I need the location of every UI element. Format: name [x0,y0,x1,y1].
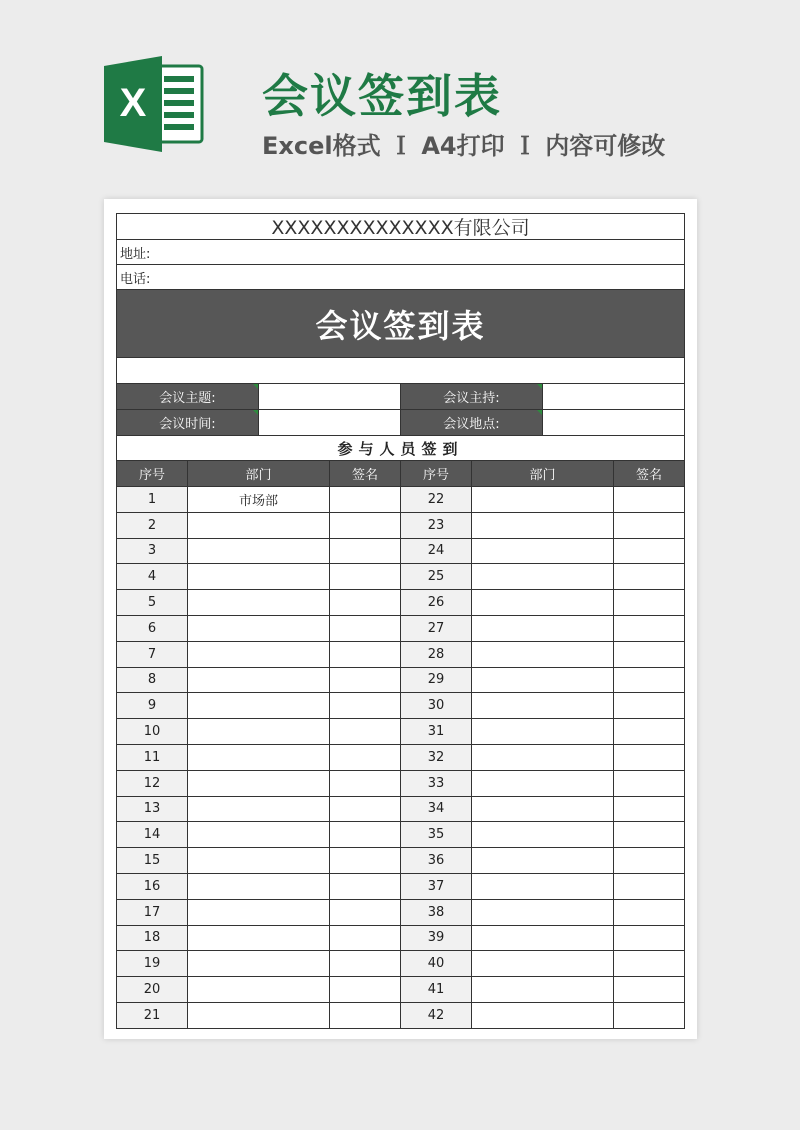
table-row [117,539,684,565]
right-dept-cell[interactable] [472,616,614,641]
left-no-cell: 8 [117,668,188,693]
left-no-cell: 13 [117,797,188,822]
left-no-cell: 2 [117,513,188,538]
right-no-cell: 34 [401,797,472,822]
table-row [117,822,684,848]
left-dept-cell[interactable] [188,951,330,976]
left-sign-cell[interactable] [330,771,401,796]
right-sign-cell[interactable] [614,771,684,796]
right-dept-cell[interactable] [472,487,614,512]
table-row [117,926,684,952]
right-no-cell: 27 [401,616,472,641]
left-dept-cell[interactable] [188,513,330,538]
col-header-no-right: 序号 [401,461,472,486]
right-sign-cell[interactable] [614,564,684,589]
left-sign-cell[interactable] [330,668,401,693]
left-dept-cell[interactable] [188,1003,330,1028]
left-sign-cell[interactable] [330,900,401,925]
right-no-cell: 39 [401,926,472,951]
right-sign-cell[interactable] [614,642,684,667]
left-sign-cell[interactable] [330,513,401,538]
topic-label: 会议主题: [117,384,259,409]
right-dept-cell[interactable] [472,822,614,847]
right-dept-cell[interactable] [472,1003,614,1028]
table-row [117,977,684,1003]
left-sign-cell[interactable] [330,719,401,744]
table-row [117,848,684,874]
right-dept-cell[interactable] [472,900,614,925]
right-no-cell: 28 [401,642,472,667]
right-sign-cell[interactable] [614,590,684,615]
right-no-cell: 40 [401,951,472,976]
address-row[interactable] [117,240,684,265]
host-label: 会议主持: [401,384,543,409]
right-sign-cell[interactable] [614,926,684,951]
place-field[interactable] [543,410,684,435]
table-row [117,642,684,668]
right-dept-cell[interactable] [472,977,614,1002]
table-row [117,668,684,694]
left-no-cell: 4 [117,564,188,589]
left-dept-cell[interactable] [188,977,330,1002]
table-row [117,487,684,513]
left-no-cell: 7 [117,642,188,667]
right-no-cell: 25 [401,564,472,589]
right-dept-cell[interactable] [472,513,614,538]
table-row [117,771,684,797]
left-no-cell: 19 [117,951,188,976]
table-row [117,900,684,926]
left-no-cell: 21 [117,1003,188,1028]
meta-row-2 [117,410,684,436]
left-dept-cell[interactable] [188,564,330,589]
col-header-sign-left: 签名 [330,461,401,486]
col-header-dept-left: 部门 [188,461,330,486]
left-dept-cell[interactable] [188,642,330,667]
right-dept-cell[interactable] [472,590,614,615]
right-no-cell: 22 [401,487,472,512]
left-sign-cell[interactable] [330,822,401,847]
right-dept-cell[interactable] [472,693,614,718]
left-dept-cell[interactable] [188,874,330,899]
right-sign-cell[interactable] [614,513,684,538]
left-sign-cell[interactable] [330,642,401,667]
time-label: 会议时间: [117,410,259,435]
right-no-cell: 31 [401,719,472,744]
left-no-cell: 16 [117,874,188,899]
left-dept-cell[interactable] [188,771,330,796]
left-dept-cell[interactable]: 市场部 [188,487,330,512]
left-dept-cell[interactable] [188,616,330,641]
right-dept-cell[interactable] [472,874,614,899]
right-no-cell: 29 [401,668,472,693]
right-no-cell: 32 [401,745,472,770]
col-header-dept-right: 部门 [472,461,614,486]
left-no-cell: 9 [117,693,188,718]
left-dept-cell[interactable] [188,719,330,744]
right-sign-cell[interactable] [614,977,684,1002]
left-no-cell: 20 [117,977,188,1002]
right-dept-cell[interactable] [472,668,614,693]
left-sign-cell[interactable] [330,1003,401,1028]
left-sign-cell[interactable] [330,616,401,641]
right-no-cell: 42 [401,1003,472,1028]
column-header-row [117,461,684,487]
banner-title: 会议签到表 [262,69,502,123]
table-row [117,797,684,823]
right-sign-cell[interactable] [614,539,684,564]
excel-logo-letter: X [119,81,147,125]
right-dept-cell[interactable] [472,771,614,796]
right-dept-cell[interactable] [472,745,614,770]
blank-row[interactable] [117,358,684,384]
right-sign-cell[interactable] [614,874,684,899]
right-sign-cell[interactable] [614,693,684,718]
right-no-cell: 36 [401,848,472,873]
left-no-cell: 15 [117,848,188,873]
left-no-cell: 12 [117,771,188,796]
table-row [117,616,684,642]
left-dept-cell[interactable] [188,848,330,873]
left-sign-cell[interactable] [330,874,401,899]
left-dept-cell[interactable] [188,693,330,718]
right-sign-cell[interactable] [614,951,684,976]
right-sign-cell[interactable] [614,668,684,693]
excel-icon [104,56,204,152]
right-sign-cell[interactable] [614,822,684,847]
left-dept-cell[interactable] [188,822,330,847]
col-header-no-left: 序号 [117,461,188,486]
right-dept-cell[interactable] [472,642,614,667]
place-label: 会议地点: [401,410,543,435]
right-no-cell: 24 [401,539,472,564]
left-sign-cell[interactable] [330,797,401,822]
left-sign-cell[interactable] [330,693,401,718]
right-dept-cell[interactable] [472,564,614,589]
col-header-sign-right: 签名 [635,468,662,483]
right-dept-cell[interactable] [472,797,614,822]
right-no-cell: 33 [401,771,472,796]
signin-sheet [116,213,685,1029]
address-label: 地址: [120,246,151,262]
left-dept-cell[interactable] [188,797,330,822]
right-sign-cell[interactable] [614,797,684,822]
sheet-title: 会议签到表 [117,290,684,358]
left-no-cell: 5 [117,590,188,615]
left-sign-cell[interactable] [330,564,401,589]
time-field[interactable] [259,410,401,435]
right-no-cell: 41 [401,977,472,1002]
table-row [117,513,684,539]
table-row [117,874,684,900]
left-sign-cell[interactable] [330,951,401,976]
left-sign-cell[interactable] [330,590,401,615]
left-sign-cell[interactable] [330,539,401,564]
left-no-cell: 17 [117,900,188,925]
table-row [117,1003,684,1029]
left-dept-cell[interactable] [188,590,330,615]
right-sign-cell[interactable] [614,487,684,512]
left-no-cell: 10 [117,719,188,744]
right-no-cell: 37 [401,874,472,899]
table-row [117,590,684,616]
right-no-cell: 35 [401,822,472,847]
left-sign-cell[interactable] [330,926,401,951]
right-sign-cell[interactable] [614,719,684,744]
right-sign-cell[interactable] [614,1003,684,1028]
left-dept-cell[interactable] [188,900,330,925]
right-no-cell: 38 [401,900,472,925]
left-no-cell: 6 [117,616,188,641]
banner-subtitle: Excel格式 Ｉ A4打印 Ｉ 内容可修改 [262,132,666,160]
right-sign-cell[interactable] [614,745,684,770]
left-no-cell: 11 [117,745,188,770]
right-no-cell: 30 [401,693,472,718]
host-field[interactable] [543,384,684,409]
signin-rows [117,487,684,1029]
left-dept-cell[interactable] [188,745,330,770]
table-row [117,719,684,745]
right-dept-cell[interactable] [472,848,614,873]
left-dept-cell[interactable] [188,668,330,693]
left-no-cell: 3 [117,539,188,564]
left-no-cell: 1 [117,487,188,512]
right-sign-cell[interactable] [614,900,684,925]
left-dept-cell[interactable] [188,539,330,564]
right-no-cell: 26 [401,590,472,615]
table-row [117,745,684,771]
right-dept-cell[interactable] [472,719,614,744]
right-no-cell: 23 [401,513,472,538]
table-row [117,951,684,977]
left-dept-cell[interactable] [188,926,330,951]
table-row [117,564,684,590]
topic-field[interactable] [259,384,401,409]
company-name[interactable]: XXXXXXXXXXXXXX有限公司 [117,214,684,240]
right-sign-cell[interactable] [614,848,684,873]
right-dept-cell[interactable] [472,951,614,976]
left-sign-cell[interactable] [330,848,401,873]
right-dept-cell[interactable] [472,539,614,564]
phone-label: 电话: [120,271,151,287]
table-row [117,693,684,719]
meta-row-1 [117,384,684,410]
section-title: 参与人员签到 [117,436,684,461]
right-dept-cell[interactable] [472,926,614,951]
right-sign-cell[interactable] [614,616,684,641]
phone-row[interactable] [117,265,684,290]
left-no-cell: 14 [117,822,188,847]
left-sign-cell[interactable] [330,487,401,512]
left-sign-cell[interactable] [330,745,401,770]
left-no-cell: 18 [117,926,188,951]
left-sign-cell[interactable] [330,977,401,1002]
